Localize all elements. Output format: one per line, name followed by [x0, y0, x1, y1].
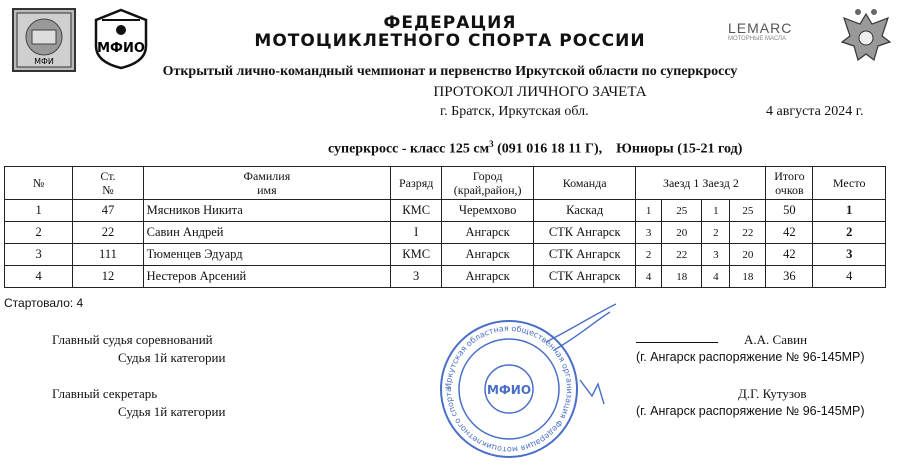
header-heats: Заезд 1 Заезд 2 [636, 167, 766, 200]
left-emblem-logo [12, 8, 76, 72]
protocol-title: ПРОТОКОЛ ЛИЧНОГО ЗАЧЕТА [433, 84, 647, 100]
table-header-row [5, 167, 886, 200]
secretary-name: Д.Г. Кутузов [738, 386, 807, 401]
header-name: Фамилия имя [143, 167, 390, 200]
header-rank: Разряд [391, 167, 442, 200]
class-code: (091 016 18 11 Г), [497, 141, 603, 157]
cell-team: СТК Ангарск [533, 244, 635, 266]
cell-h1-points: 22 [661, 244, 702, 266]
chief-judge-title: Главный судья соревнований [52, 332, 213, 347]
table-row [5, 222, 886, 244]
cell-name: Тюменцев Эдуард [143, 244, 390, 266]
cell-start: 12 [73, 266, 143, 288]
header-total: Итого очков [766, 167, 813, 200]
chief-judge-category: Судья 1й категории [118, 350, 226, 365]
signature-line [636, 342, 718, 343]
svg-text:Иркутская областная общественн: Иркутская областная общественная организация Федерация мотоциклетного спорта [443, 323, 575, 455]
cell-num: 2 [5, 222, 73, 244]
location: г. Братск, Иркутская обл. [440, 104, 589, 119]
cell-rank: I [391, 222, 442, 244]
secretary-title: Главный секретарь [52, 386, 158, 401]
header-city: Город (край,район,) [442, 167, 534, 200]
cell-rank: КМС [391, 244, 442, 266]
header-num: № [5, 167, 73, 200]
russia-eagle-emblem [838, 6, 894, 68]
cell-num: 3 [5, 244, 73, 266]
cell-h2-points: 22 [730, 222, 766, 244]
started-count: Стартовало: 4 [4, 296, 84, 310]
category: Юниоры (15-21 год) [616, 141, 743, 157]
chief-judge-name: А.А. Савин [744, 332, 808, 347]
secretary-category: Судья 1й категории [118, 404, 226, 419]
cell-num: 1 [5, 200, 73, 222]
cell-team: СТК Ангарск [533, 222, 635, 244]
secretary-order: (г. Ангарск распоряжение № 96-145МР) [636, 404, 865, 418]
chief-judge-order: (г. Ангарск распоряжение № 96-145МР) [636, 350, 865, 364]
svg-text:МФИО: МФИО [486, 383, 532, 397]
cell-place: 4 [813, 266, 886, 288]
cell-start: 111 [73, 244, 143, 266]
cell-num: 4 [5, 266, 73, 288]
cell-h2-place: 3 [702, 244, 730, 266]
cell-h1-place: 3 [636, 222, 662, 244]
federation-title-line1: ФЕДЕРАЦИЯ [383, 13, 517, 33]
cell-h2-place: 4 [702, 266, 730, 288]
cell-city: Ангарск [442, 244, 534, 266]
cell-rank: 3 [391, 266, 442, 288]
signature-scribble [540, 300, 620, 415]
cell-name: Мясников Никита [143, 200, 390, 222]
header-team: Команда [533, 167, 635, 200]
cell-h1-place: 1 [636, 200, 662, 222]
table-row [5, 244, 886, 266]
lemarc-logo: LEMARC МОТОРНЫЕ МАСЛА [728, 20, 793, 42]
header-place: Место [813, 167, 886, 200]
results-table [4, 166, 886, 288]
cell-total: 42 [766, 244, 813, 266]
cell-team: СТК Ангарск [533, 266, 635, 288]
svg-text:МФИ: МФИ [34, 57, 54, 66]
cell-city: Ангарск [442, 222, 534, 244]
class-info [328, 139, 742, 158]
cell-h2-points: 25 [730, 200, 766, 222]
cell-total: 36 [766, 266, 813, 288]
cell-h1-points: 25 [661, 200, 702, 222]
championship-title: Открытый лично-командный чемпионат и первенство Иркутской области по суперкроссу [162, 64, 738, 79]
cell-city: Черемхово [442, 200, 534, 222]
cell-h1-place: 2 [636, 244, 662, 266]
class-superscript: 3 [489, 139, 494, 149]
cell-name: Савин Андрей [143, 222, 390, 244]
table-row [5, 266, 886, 288]
cell-h1-points: 20 [661, 222, 702, 244]
cell-place: 3 [813, 244, 886, 266]
cell-place: 2 [813, 222, 886, 244]
cell-rank: КМС [391, 200, 442, 222]
cell-h2-points: 20 [730, 244, 766, 266]
cell-total: 42 [766, 222, 813, 244]
cell-h1-place: 4 [636, 266, 662, 288]
cell-h2-points: 18 [730, 266, 766, 288]
date: 4 августа 2024 г. [766, 104, 864, 119]
mfio-logo [88, 6, 154, 70]
cell-h1-points: 18 [661, 266, 702, 288]
cell-start: 47 [73, 200, 143, 222]
cell-team: Каскад [533, 200, 635, 222]
cell-name: Нестеров Арсений [143, 266, 390, 288]
cell-place: 1 [813, 200, 886, 222]
header-start-num: Ст. № [73, 167, 143, 200]
cell-start: 22 [73, 222, 143, 244]
cell-h2-place: 2 [702, 222, 730, 244]
table-row [5, 200, 886, 222]
class-label: суперкросс - класс 125 см [328, 141, 490, 157]
federation-title-line2: МОТОЦИКЛЕТНОГО СПОРТА РОССИИ [254, 31, 646, 51]
cell-total: 50 [766, 200, 813, 222]
cell-h2-place: 1 [702, 200, 730, 222]
svg-text:МФИО: МФИО [97, 41, 145, 56]
cell-city: Ангарск [442, 266, 534, 288]
